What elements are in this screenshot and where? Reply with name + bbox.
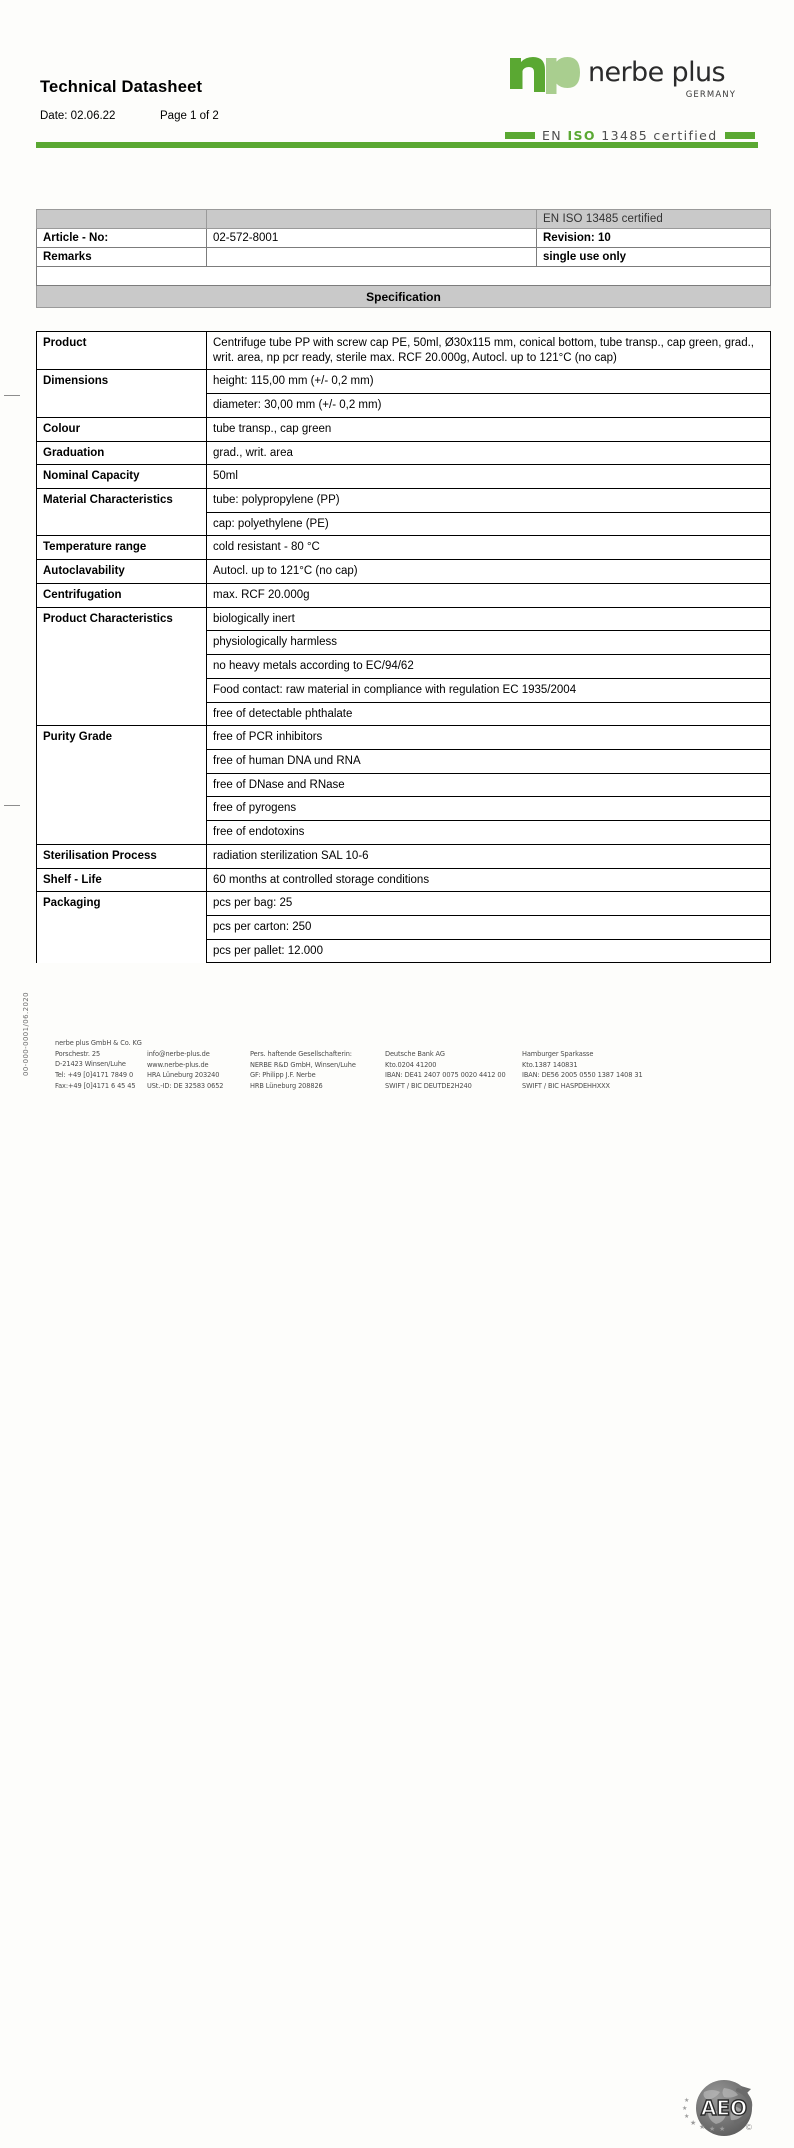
fold-mark-lower	[4, 805, 20, 806]
spec-label: Shelf - Life	[37, 868, 207, 892]
spec-value: pcs per pallet: 12.000	[207, 939, 771, 963]
spec-label: Nominal Capacity	[37, 465, 207, 489]
remarks-label: Remarks	[37, 248, 207, 267]
info-banner-iso-note: EN ISO 13485 certified	[537, 210, 771, 229]
spec-value: max. RCF 20.000g	[207, 583, 771, 607]
footer-line: Porschestr. 25	[55, 1049, 101, 1058]
footer-line: SWIFT / BIC HASPDEHHXXX	[522, 1082, 610, 1091]
table-row	[37, 560, 771, 584]
footer-line: info@nerbe-plus.de	[147, 1050, 210, 1058]
spec-label: Temperature range	[37, 536, 207, 560]
table-row-article-no	[37, 229, 771, 248]
remarks-value	[207, 248, 537, 267]
footer-line: GF: Philipp J.F. Nerbe	[250, 1071, 316, 1080]
footer-line: HRA Lüneburg 203240	[147, 1071, 220, 1080]
spec-value: free of pyrogens	[207, 797, 771, 821]
spec-value: 50ml	[207, 465, 771, 489]
footer-line: IBAN: DE56 2005 0550 1387 1408 31	[522, 1071, 643, 1080]
article-info-table	[36, 209, 771, 308]
footer-line: IBAN: DE41 2407 0075 0020 4412 00	[385, 1071, 506, 1080]
spec-value: height: 115,00 mm (+/- 0,2 mm)	[207, 370, 771, 394]
spec-value: physiologically harmless	[207, 631, 771, 655]
svg-text:★: ★	[699, 2124, 706, 2131]
footer-column-company	[55, 1038, 142, 1091]
footer-line: HRB Lüneburg 208826	[250, 1082, 323, 1091]
footer-line: Kto.1387 140831	[522, 1060, 578, 1069]
info-banner-row	[37, 210, 771, 229]
table-row	[37, 370, 771, 394]
spec-value: pcs per bag: 25	[207, 892, 771, 916]
aeo-copyright-mark: ©	[746, 2123, 752, 2132]
spec-label: Product Characteristics	[37, 607, 207, 726]
spec-label: Packaging	[37, 892, 207, 963]
specification-table	[36, 331, 771, 963]
footer-line: Tel: +49 [0]4171 7849 0	[55, 1071, 134, 1080]
svg-text:★: ★	[690, 2120, 697, 2127]
spec-value: free of DNase and RNase	[207, 773, 771, 797]
spec-value: no heavy metals according to EC/94/62	[207, 655, 771, 679]
spec-value: tube: polypropylene (PP)	[207, 489, 771, 513]
footer-column-bank-deutsche	[385, 1049, 506, 1092]
footer-line: Deutsche Bank AG	[385, 1050, 445, 1058]
document-date: Date: 02.06.22	[40, 110, 116, 122]
spec-label: Autoclavability	[37, 560, 207, 584]
spec-value: Centrifuge tube PP with screw cap PE, 50ml, Ø30x115 mm, conical bottom, tube transp., cap green, grad., writ. area, np pcr ready, sterile max. RCF 20.000g, Autocl. up to 121°C (no cap)	[207, 332, 771, 370]
table-row	[37, 441, 771, 465]
brand-country: GERMANY	[685, 90, 736, 100]
svg-text:★: ★	[684, 2098, 690, 2104]
header-green-rule	[36, 142, 758, 148]
remarks-right-value: single use only	[537, 248, 771, 267]
brand-name: nerbe plus	[588, 57, 725, 88]
info-banner-cell-1	[37, 210, 207, 229]
table-row	[37, 844, 771, 868]
footer-line: Hamburger Sparkasse	[522, 1050, 594, 1058]
footer-line: Pers. haftende Gesellschafterin:	[250, 1050, 352, 1058]
page-header	[0, 0, 794, 150]
footer-line: USt.-ID: DE 32583 0652	[147, 1082, 224, 1091]
footer-line: nerbe plus GmbH & Co. KG	[55, 1039, 142, 1047]
table-row	[37, 868, 771, 892]
table-row	[37, 536, 771, 560]
article-no-value: 02-572-8001	[207, 229, 537, 248]
footer-line: D-21423 Winsen/Luhe	[55, 1060, 126, 1069]
page-number-label: Page 1 of 2	[160, 110, 219, 122]
spec-value: pcs per carton: 250	[207, 915, 771, 939]
article-no-label: Article - No:	[37, 229, 207, 248]
footer-line: Fax:+49 [0]4171 6 45 45	[55, 1081, 136, 1090]
specification-header-label: Specification	[37, 286, 771, 308]
spec-value: Autocl. up to 121°C (no cap)	[207, 560, 771, 584]
company-logo	[508, 48, 740, 106]
iso-bar-left	[505, 132, 535, 139]
footer-line: SWIFT / BIC DEUTDE2H240	[385, 1082, 472, 1091]
info-spacer-row	[37, 267, 771, 286]
spec-value: radiation sterilization SAL 10-6	[207, 844, 771, 868]
spec-label: Graduation	[37, 441, 207, 465]
table-row-remarks	[37, 248, 771, 267]
spec-value: free of human DNA und RNA	[207, 749, 771, 773]
spec-value: tube transp., cap green	[207, 417, 771, 441]
table-row	[37, 465, 771, 489]
spec-label: Colour	[37, 417, 207, 441]
footer-line: NERBE R&D GmbH, Winsen/Luhe	[250, 1060, 356, 1069]
iso-certification-text: EN ISO 13485 certified	[542, 127, 718, 143]
footer-line: Kto.0204 41200	[385, 1060, 437, 1069]
spec-value: Food contact: raw material in compliance with regulation EC 1935/2004	[207, 678, 771, 702]
table-row	[37, 417, 771, 441]
spec-label: Material Characteristics	[37, 489, 207, 536]
svg-text:★: ★	[682, 2106, 688, 2112]
aeo-logo-text: AEO	[700, 2096, 748, 2120]
footer-column-bank-sparkasse	[522, 1049, 643, 1092]
spec-value: cold resistant - 80 °C	[207, 536, 771, 560]
info-spacer-cell	[37, 267, 771, 286]
revision-value: Revision: 10	[537, 229, 771, 248]
spec-value: grad., writ. area	[207, 441, 771, 465]
spec-value: free of PCR inhibitors	[207, 726, 771, 750]
document-code: 00-000-0001/06.2020	[22, 991, 30, 1077]
spec-value: diameter: 30,00 mm (+/- 0,2 mm)	[207, 394, 771, 418]
svg-text:★: ★	[684, 2114, 690, 2120]
spec-value: free of detectable phthalate	[207, 702, 771, 726]
page-title: Technical Datasheet	[40, 78, 203, 96]
spec-label: Purity Grade	[37, 726, 207, 845]
specification-header-row	[37, 286, 771, 308]
spec-label: Dimensions	[37, 370, 207, 417]
footer-column-contact	[147, 1049, 223, 1092]
fold-mark-upper	[4, 395, 20, 396]
table-row	[37, 583, 771, 607]
page-footer	[0, 1038, 794, 2133]
spec-value: biologically inert	[207, 607, 771, 631]
spec-label: Product	[37, 332, 207, 370]
table-row	[37, 332, 771, 370]
svg-text:★: ★	[709, 2126, 716, 2133]
spec-value: cap: polyethylene (PE)	[207, 512, 771, 536]
svg-text:★: ★	[719, 2126, 726, 2133]
aeo-certification-icon	[678, 2068, 770, 2148]
info-banner-cell-2	[207, 210, 537, 229]
iso-bar-right	[725, 132, 755, 139]
footer-column-legal	[250, 1049, 356, 1092]
table-row	[37, 607, 771, 631]
table-row	[37, 892, 771, 916]
spec-label: Centrifugation	[37, 583, 207, 607]
np-monogram-icon	[508, 48, 586, 94]
table-row	[37, 489, 771, 513]
spec-label: Sterilisation Process	[37, 844, 207, 868]
spec-value: 60 months at controlled storage conditions	[207, 868, 771, 892]
spec-value: free of endotoxins	[207, 821, 771, 845]
table-row	[37, 726, 771, 750]
footer-line: www.nerbe-plus.de	[147, 1060, 209, 1069]
